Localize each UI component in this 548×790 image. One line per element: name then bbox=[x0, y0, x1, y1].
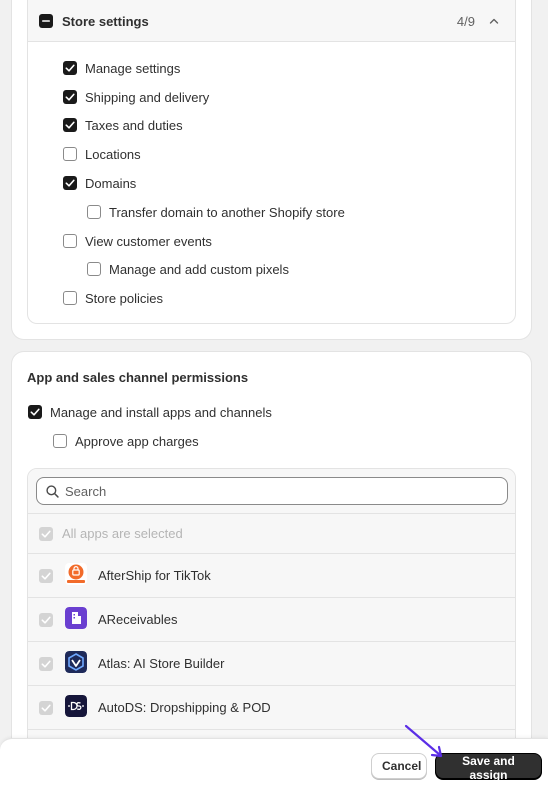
autods-icon bbox=[65, 695, 87, 717]
search-icon bbox=[45, 484, 60, 499]
app-name: AReceivables bbox=[98, 612, 178, 627]
view-customer-events-checkbox[interactable] bbox=[63, 234, 77, 248]
areceivables-icon bbox=[65, 607, 87, 629]
domains-checkbox[interactable] bbox=[63, 176, 77, 190]
view-customer-events-label: View customer events bbox=[85, 234, 212, 249]
store-settings-count: 4/9 bbox=[456, 14, 475, 29]
save-and-assign-button[interactable]: Save and assign bbox=[435, 753, 542, 779]
taxes-duties-checkbox[interactable] bbox=[63, 118, 77, 132]
app-permissions-title: App and sales channel permissions bbox=[27, 370, 249, 385]
custom-pixels-label: Manage and add custom pixels bbox=[109, 262, 289, 277]
domains-label: Domains bbox=[85, 176, 137, 191]
transfer-domain-label: Transfer domain to another Shopify store bbox=[109, 205, 345, 220]
atlas-icon bbox=[65, 651, 87, 673]
minus-icon bbox=[39, 14, 53, 28]
cancel-button[interactable]: Cancel bbox=[371, 753, 427, 779]
check-icon bbox=[28, 405, 42, 419]
shipping-delivery-checkbox[interactable] bbox=[63, 90, 77, 104]
store-policies-checkbox[interactable] bbox=[63, 291, 77, 305]
check-icon bbox=[63, 90, 77, 104]
app-checkbox bbox=[39, 613, 53, 627]
check-icon bbox=[39, 657, 53, 671]
app-name: AfterShip for TikTok bbox=[98, 568, 211, 583]
check-icon bbox=[63, 61, 77, 75]
app-row bbox=[28, 597, 516, 641]
store-settings-indeterminate-checkbox[interactable] bbox=[39, 14, 53, 28]
aftership-icon bbox=[65, 563, 87, 585]
app-name: AutoDS: Dropshipping & POD bbox=[98, 700, 271, 715]
check-icon bbox=[63, 176, 77, 190]
store-settings-title: Store settings bbox=[62, 14, 149, 29]
custom-pixels-checkbox[interactable] bbox=[87, 262, 101, 276]
app-checkbox bbox=[39, 701, 53, 715]
app-name: Atlas: AI Store Builder bbox=[98, 656, 225, 671]
check-icon bbox=[63, 118, 77, 132]
manage-settings-checkbox[interactable] bbox=[63, 61, 77, 75]
manage-apps-checkbox[interactable] bbox=[28, 405, 42, 419]
search-input[interactable] bbox=[65, 481, 495, 501]
chevron-up-icon[interactable] bbox=[487, 14, 501, 28]
approve-charges-checkbox[interactable] bbox=[53, 434, 67, 448]
app-row bbox=[28, 641, 516, 685]
check-icon bbox=[39, 569, 53, 583]
store-settings-header[interactable] bbox=[28, 0, 515, 42]
pointer-arrow-icon bbox=[400, 722, 450, 762]
check-icon bbox=[39, 701, 53, 715]
app-checkbox bbox=[39, 657, 53, 671]
all-apps-label: All apps are selected bbox=[62, 526, 183, 541]
store-policies-label: Store policies bbox=[85, 291, 164, 306]
check-icon bbox=[39, 613, 53, 627]
all-apps-row bbox=[28, 513, 516, 553]
locations-checkbox[interactable] bbox=[63, 147, 77, 161]
locations-label: Locations bbox=[85, 147, 141, 162]
transfer-domain-checkbox[interactable] bbox=[87, 205, 101, 219]
all-apps-checkbox bbox=[39, 527, 53, 541]
taxes-duties-label: Taxes and duties bbox=[85, 118, 183, 133]
manage-apps-label: Manage and install apps and channels bbox=[50, 405, 272, 420]
shipping-delivery-label: Shipping and delivery bbox=[85, 90, 210, 105]
app-checkbox bbox=[39, 569, 53, 583]
manage-settings-label: Manage settings bbox=[85, 61, 181, 76]
check-icon bbox=[39, 527, 53, 541]
footer-bar bbox=[0, 738, 548, 790]
approve-charges-label: Approve app charges bbox=[75, 434, 199, 449]
app-row bbox=[28, 553, 516, 597]
search-field[interactable] bbox=[36, 477, 508, 505]
